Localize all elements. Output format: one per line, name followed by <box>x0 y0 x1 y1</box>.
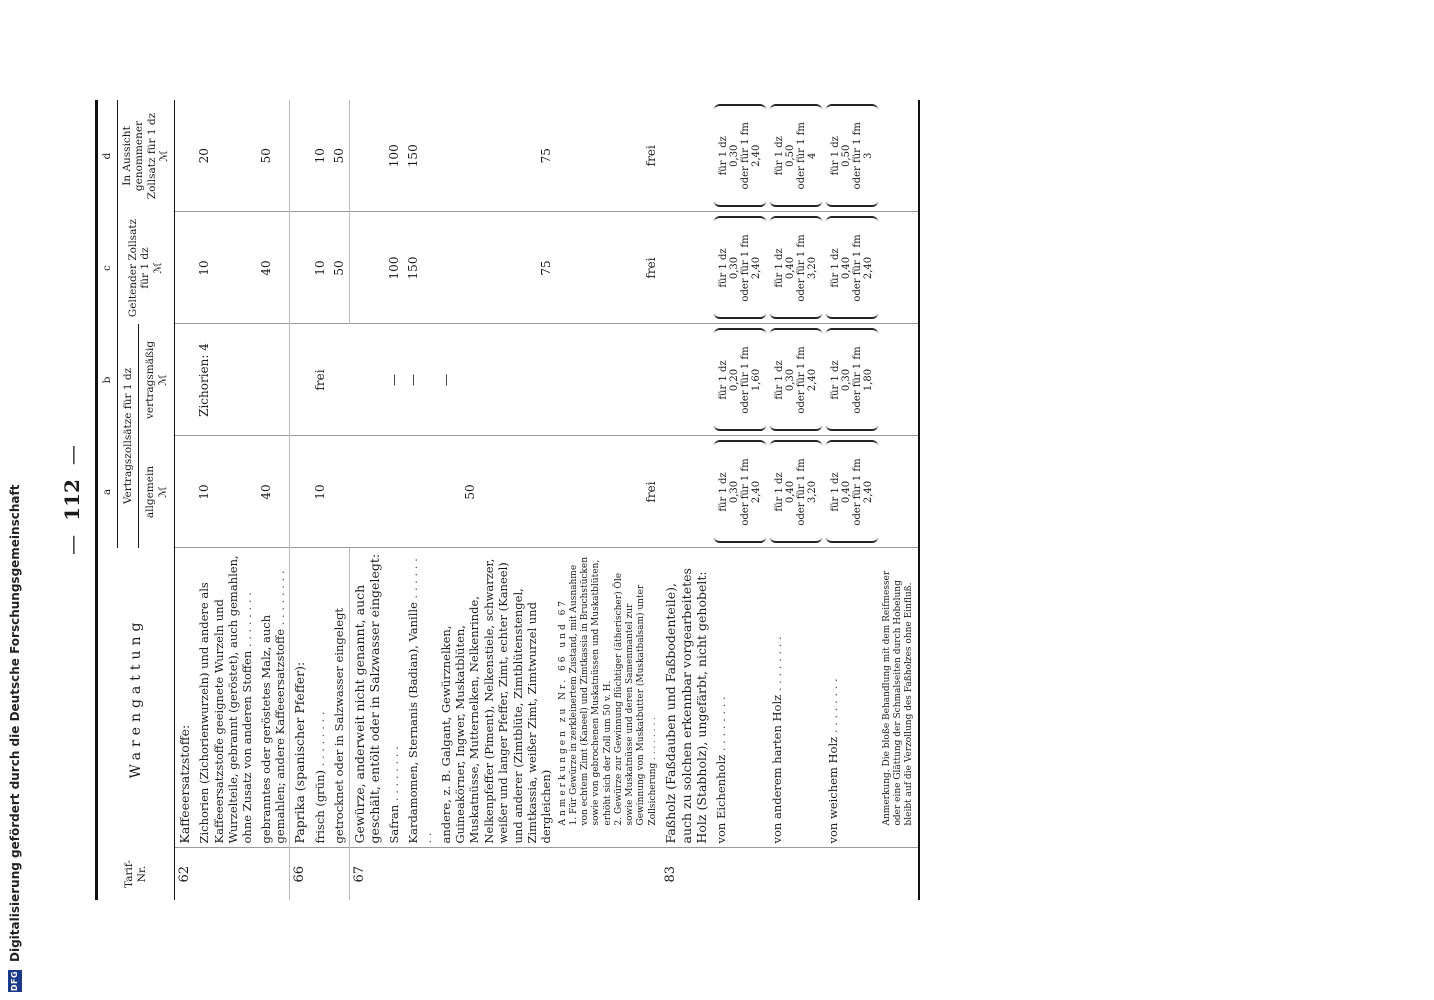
table-row: getrocknet oder in Salzwasser eingelegt 50 50 <box>330 100 350 900</box>
table-row: 62 Kaffeeersatzstoffe: <box>174 100 195 900</box>
header-c: Geltender Zollsatz für 1 dz ℳ <box>117 212 174 324</box>
table-row: 67 Gewürze, anderweit nicht genannt, auch geschält, entölt oder in Salzwasser eingelegt: <box>349 100 385 900</box>
header-a: allgemein ℳ <box>139 436 175 548</box>
rate-block: für 1 dz 0,40 oder für 1 fm 2,40 <box>826 441 878 544</box>
rate-block: für 1 dz 0,40 oder für 1 fm 3,20 <box>770 217 822 320</box>
table-row: andere, z. B. Galgant, Gewürznelken, Guineakörner, Ingwer, Muskatblüten, Muskatnüsse, Mutternelken, Nelkenrinde, Nelkenpfeffer (Piment), Nelkenstiele, schwarzer, weißer und langer Pfeffer, Zimt, echter (Kaneel) und anderer (Zimtblüte, Zimtblütenstengel, Zimtkassia, weißer Zimt, Zimtwurzel und dergleichen) — 75 75 <box>437 100 556 900</box>
rate-block: für 1 dz 0,30 oder für 1 fm 2,40 <box>714 217 766 320</box>
header-tariff-nr: Tarif-Nr. <box>97 848 175 900</box>
rate-block: für 1 dz 0,30 oder für 1 fm 1,80 <box>826 329 878 432</box>
rate-block: für 1 dz 0,20 oder für 1 fm 1,60 <box>714 329 766 432</box>
table-row: von Eichenholz . . . für 1 dz 0,30 oder für 1 fm 2,40 für 1 dz 0,20 oder für 1 fm 1,60 für 1 dz 0,30 oder für 1 fm 2,40 für 1 dz 0,30 oder für 1 fm 2,40 <box>712 100 768 900</box>
table-row: gebranntes oder geröstetes Malz, auch gemahlen; andere Kaffeeersatzstoffe . . . 40 40 50 <box>257 100 290 900</box>
header-warengattung: Warengattung <box>97 548 175 848</box>
header-vertragszollsaetze: Vertragszollsätze für 1 dz <box>117 324 139 548</box>
funding-text: Digitalisierung gefördert durch die Deutsche Forschungsgemeinschaft <box>8 484 22 962</box>
rate-block: für 1 dz 0,40 oder für 1 fm 3,20 <box>770 441 822 544</box>
table-row: Safran . . . 50 — 100 100 <box>385 100 404 900</box>
note-item: 2. Gewürze zur Gewinnung flüchtiger (ätherischer) Öle sowie Muskatnüsse und deren Samenmantel zur Gewinnung von Muskatbutter (Muskatbalsam) unter Zollsicherung . . . <box>614 553 659 844</box>
rate-block: für 1 dz 0,30 oder für 1 fm 2,40 <box>770 329 822 432</box>
note-row-83 <box>880 100 919 900</box>
table-row: 83 Faßholz (Faßdauben und Faßbodenteile), auch zu solchen erkennbar vorgearbeitetes Holz (Stabholz), ungefärbt, nicht gehobelt: <box>661 100 712 900</box>
note-heading: Anmerkungen zu Nr. 66 und 67 <box>557 597 568 826</box>
rate-block: für 1 dz 0,50 oder für 1 fm 4 <box>770 104 822 208</box>
rate-block: für 1 dz 0,40 oder für 1 fm 2,40 <box>826 217 878 320</box>
table-row: Kardamomen, Sternanis (Badian), Vanille . . . — 150 150 <box>404 100 437 900</box>
rate-block: für 1 dz 0,30 oder für 1 fm 2,40 <box>714 441 766 544</box>
table-row: von weichem Holz . . . für 1 dz 0,40 oder für 1 fm 2,40 für 1 dz 0,30 oder für 1 fm 1,80 für 1 dz 0,40 oder für 1 fm 2,40 für 1 dz 0,50 oder für 1 fm 3 <box>824 100 880 900</box>
table-row: von anderem harten Holz . . . für 1 dz 0,40 oder für 1 fm 3,20 für 1 dz 0,30 oder für 1 fm 2,40 für 1 dz 0,40 oder für 1 fm 3,20 für 1 dz 0,50 oder für 1 fm 4 <box>768 100 824 900</box>
header-b-letter: b <box>97 324 118 436</box>
header-b: vertragsmäßig ℳ <box>139 324 175 436</box>
table-row: 66 Paprika (spanischer Pfeffer): <box>290 100 311 900</box>
tariff-table-container <box>95 100 1270 900</box>
table-row: frisch (grün) . . . 10 frei 10 10 <box>311 100 330 900</box>
table-row: Zichorien (Zichorienwurzeln) und andere als Kaffeeersatzstoffe geeignete Wurzeln und Wurzelteile, gebrannt (geröstet), auch gemahlen, ohne Zusatz von anderen Stoffen . . . 10 Zichorien: 4 10 20 <box>195 100 257 900</box>
rate-block: für 1 dz 0,30 oder für 1 fm 2,40 <box>714 104 766 208</box>
note-row-66-67: Anmerkungen zu Nr. 66 und 67 1. Für Gewürze in zerkleinertem Zustand, mit Ausnahme von echtem Zimt (Kaneel) und Zimtkassia in Bruchstücken sowie von gebrochenen Muskatnüssen und Muskatblüten, erhöht sich der Zoll um 50 v. H. 2. Gewürze zur Gewinnung flüchtiger (ätherischer) Öle sowie Muskatnüsse und deren Samenmantel zur Gewinnung von Muskatbutter (Muskatbalsam) unter Zollsicherung . . . frei frei frei <box>556 100 661 900</box>
note-83: Anmerkung. Die bloße Behandlung mit dem Reifmesser oder eine Glättung der Schmalseiten durch Hobelung bleibt auf die Verzollung des Faßholzes ohne Einfluß. <box>881 570 915 826</box>
note-item: 1. Für Gewürze in zerkleinertem Zustand, mit Ausnahme von echtem Zimt (Kaneel) und Zimtkassia in Bruchstücken sowie von gebrochenen Muskatnüssen und Muskatblüten, erhöht sich der Zoll um 50 v. H. <box>568 557 613 826</box>
page-number: —112— <box>60 445 84 555</box>
dfg-logo: DFG <box>8 970 22 992</box>
rate-block: für 1 dz 0,50 oder für 1 fm 3 <box>826 104 878 208</box>
header-d: In Aussicht genommener Zollsatz für 1 dz ℳ <box>117 100 174 212</box>
header-a-letter: a <box>97 436 118 548</box>
header-c-letter: c <box>97 212 118 324</box>
tariff-table <box>95 100 920 900</box>
header-d-letter: d <box>97 100 118 212</box>
